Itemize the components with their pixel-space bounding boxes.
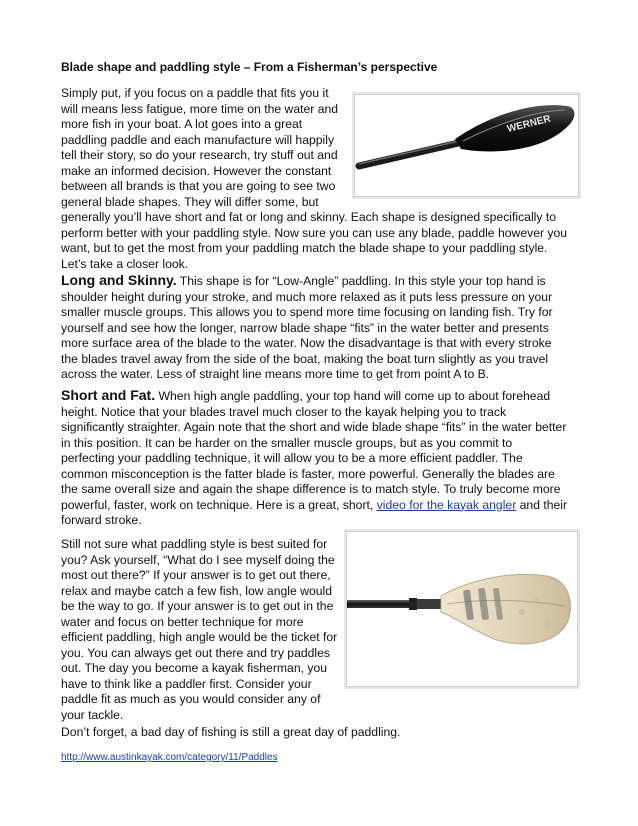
footer-url-link[interactable]: http://www.austinkayak.com/category/11/Paddles bbox=[61, 752, 278, 763]
short-fat-text: When high angle paddling, your top hand will come up to about forehead bbox=[155, 389, 551, 403]
closing-line: you. You can always get out there and try paddles bbox=[61, 645, 330, 660]
long-skinny-line: shoulder height during your stroke, and much more relaxed as it puts less pressure on your bbox=[61, 289, 553, 304]
closing-line: be the way to go. If your answer is to get out in the bbox=[61, 599, 334, 613]
short-fat-text: powerful, faster, work on technique. Here is a great, short, bbox=[61, 497, 377, 512]
closing-line: water and focus on better technique for more bbox=[61, 614, 304, 629]
short-fat-line: perfecting your paddling technique, it will allow you to be a more efficient paddler. The bbox=[61, 451, 523, 465]
intro-line: Simply put, if you focus on a paddle that fits you it bbox=[61, 86, 329, 100]
closing-line: you? Ask yourself, “What do I see myself doing the bbox=[61, 552, 335, 567]
short-fat-line: in this position. It can be harder on the smaller muscle groups, but as you commit to bbox=[61, 435, 513, 450]
intro-line: want, but to get the most from your paddling match the blade shape to your paddling style. bbox=[61, 241, 548, 255]
closing-line: most out there?” If your answer is to get out there, bbox=[61, 568, 331, 582]
closing-line: paddle fit as much as you would consider any of bbox=[61, 692, 321, 706]
intro-line: between all brands is that you are going to see two bbox=[61, 179, 336, 193]
short-fat-line: significantly straighter. Again note that the short and wide blade shape “fits” in the water better bbox=[61, 420, 567, 434]
long-skinny-line: more surface area of the blade to the water. Now the disadvantage is that with every stroke bbox=[61, 336, 552, 350]
final-line: Don’t forget, a bad day of fishing is still a great day of paddling. bbox=[61, 725, 401, 739]
page-title: Blade shape and paddling style – From a Fisherman’s perspective bbox=[61, 60, 438, 74]
closing-line: Still not sure what paddling style is best suited for bbox=[61, 537, 328, 551]
intro-line: general blade shapes. They will differ some, but bbox=[61, 194, 319, 209]
intro-line: Let’s take a closer look. bbox=[61, 256, 189, 271]
long-skinny-line: smaller muscle groups. This allows you to spend more time focusing on landing fish. Try for bbox=[61, 305, 553, 319]
intro-line: generally you’ll have short and fat or long and skinny. Each shape is designed specifically to bbox=[61, 210, 557, 224]
long-skinny-heading: Long and Skinny. bbox=[61, 272, 177, 288]
closing-line: your tackle. bbox=[61, 707, 124, 722]
long-skinny-first-line bbox=[61, 273, 546, 290]
closing-line: have to think like a paddler first. Consider your bbox=[61, 676, 312, 691]
short-fat-line: height. Notice that your blades travel much closer to the kayak helping you to track bbox=[61, 404, 507, 419]
video-link[interactable]: video for the kayak angler bbox=[376, 497, 517, 512]
long-skinny-text: This shape is for “Low-Angle” paddling. In this style your top hand is bbox=[176, 274, 546, 288]
black-paddle-photo bbox=[354, 94, 579, 197]
intro-line: paddling paddle and each manufacture will happily bbox=[61, 132, 335, 147]
intro-line: perform better with your paddling style. Now sure you can use any blade, paddle however you bbox=[61, 225, 568, 240]
intro-line: more fish in your boat. A lot goes into a great bbox=[61, 117, 303, 131]
short-fat-line: common misconception is the fatter blade is faster, more powerful. Generally the blades are bbox=[61, 466, 555, 481]
short-fat-link-line bbox=[61, 498, 567, 514]
intro-line: tell their story, so do your research, try stuff out and bbox=[61, 148, 338, 162]
paddle-blade-illustration bbox=[347, 532, 577, 686]
closing-line: efficient paddling, high angle would be the ticket for bbox=[61, 630, 338, 644]
short-fat-text: and their bbox=[516, 497, 568, 512]
short-fat-first-line bbox=[61, 388, 550, 405]
paddle-blade-illustration bbox=[355, 95, 578, 196]
short-fat-line: forward stroke. bbox=[61, 513, 142, 527]
intro-line: will means less fatigue, more time on the water and bbox=[61, 101, 339, 116]
short-fat-line: the same overall size and again the shape difference is to match style. To truly become more bbox=[61, 482, 561, 496]
long-skinny-line: yourself and see how the longer, narrow blade shape “fits” in the water better and presents bbox=[61, 320, 549, 335]
intro-line: make an informed decision. However the constant bbox=[61, 163, 332, 178]
closing-line: relax and maybe catch a few fish, low angle would bbox=[61, 583, 332, 598]
short-fat-heading: Short and Fat. bbox=[61, 387, 156, 403]
clear-paddle-photo bbox=[346, 531, 578, 687]
long-skinny-line: across the water. Less of straight line means more time to get from point A to B. bbox=[61, 367, 490, 381]
brand-logo-text: WERNER bbox=[506, 113, 552, 135]
long-skinny-line: the blades travel away from the side of the boat, making the boat turn slightly as you travel bbox=[61, 351, 549, 366]
closing-line: out. The day you become a kayak fisherman, you bbox=[61, 661, 328, 675]
